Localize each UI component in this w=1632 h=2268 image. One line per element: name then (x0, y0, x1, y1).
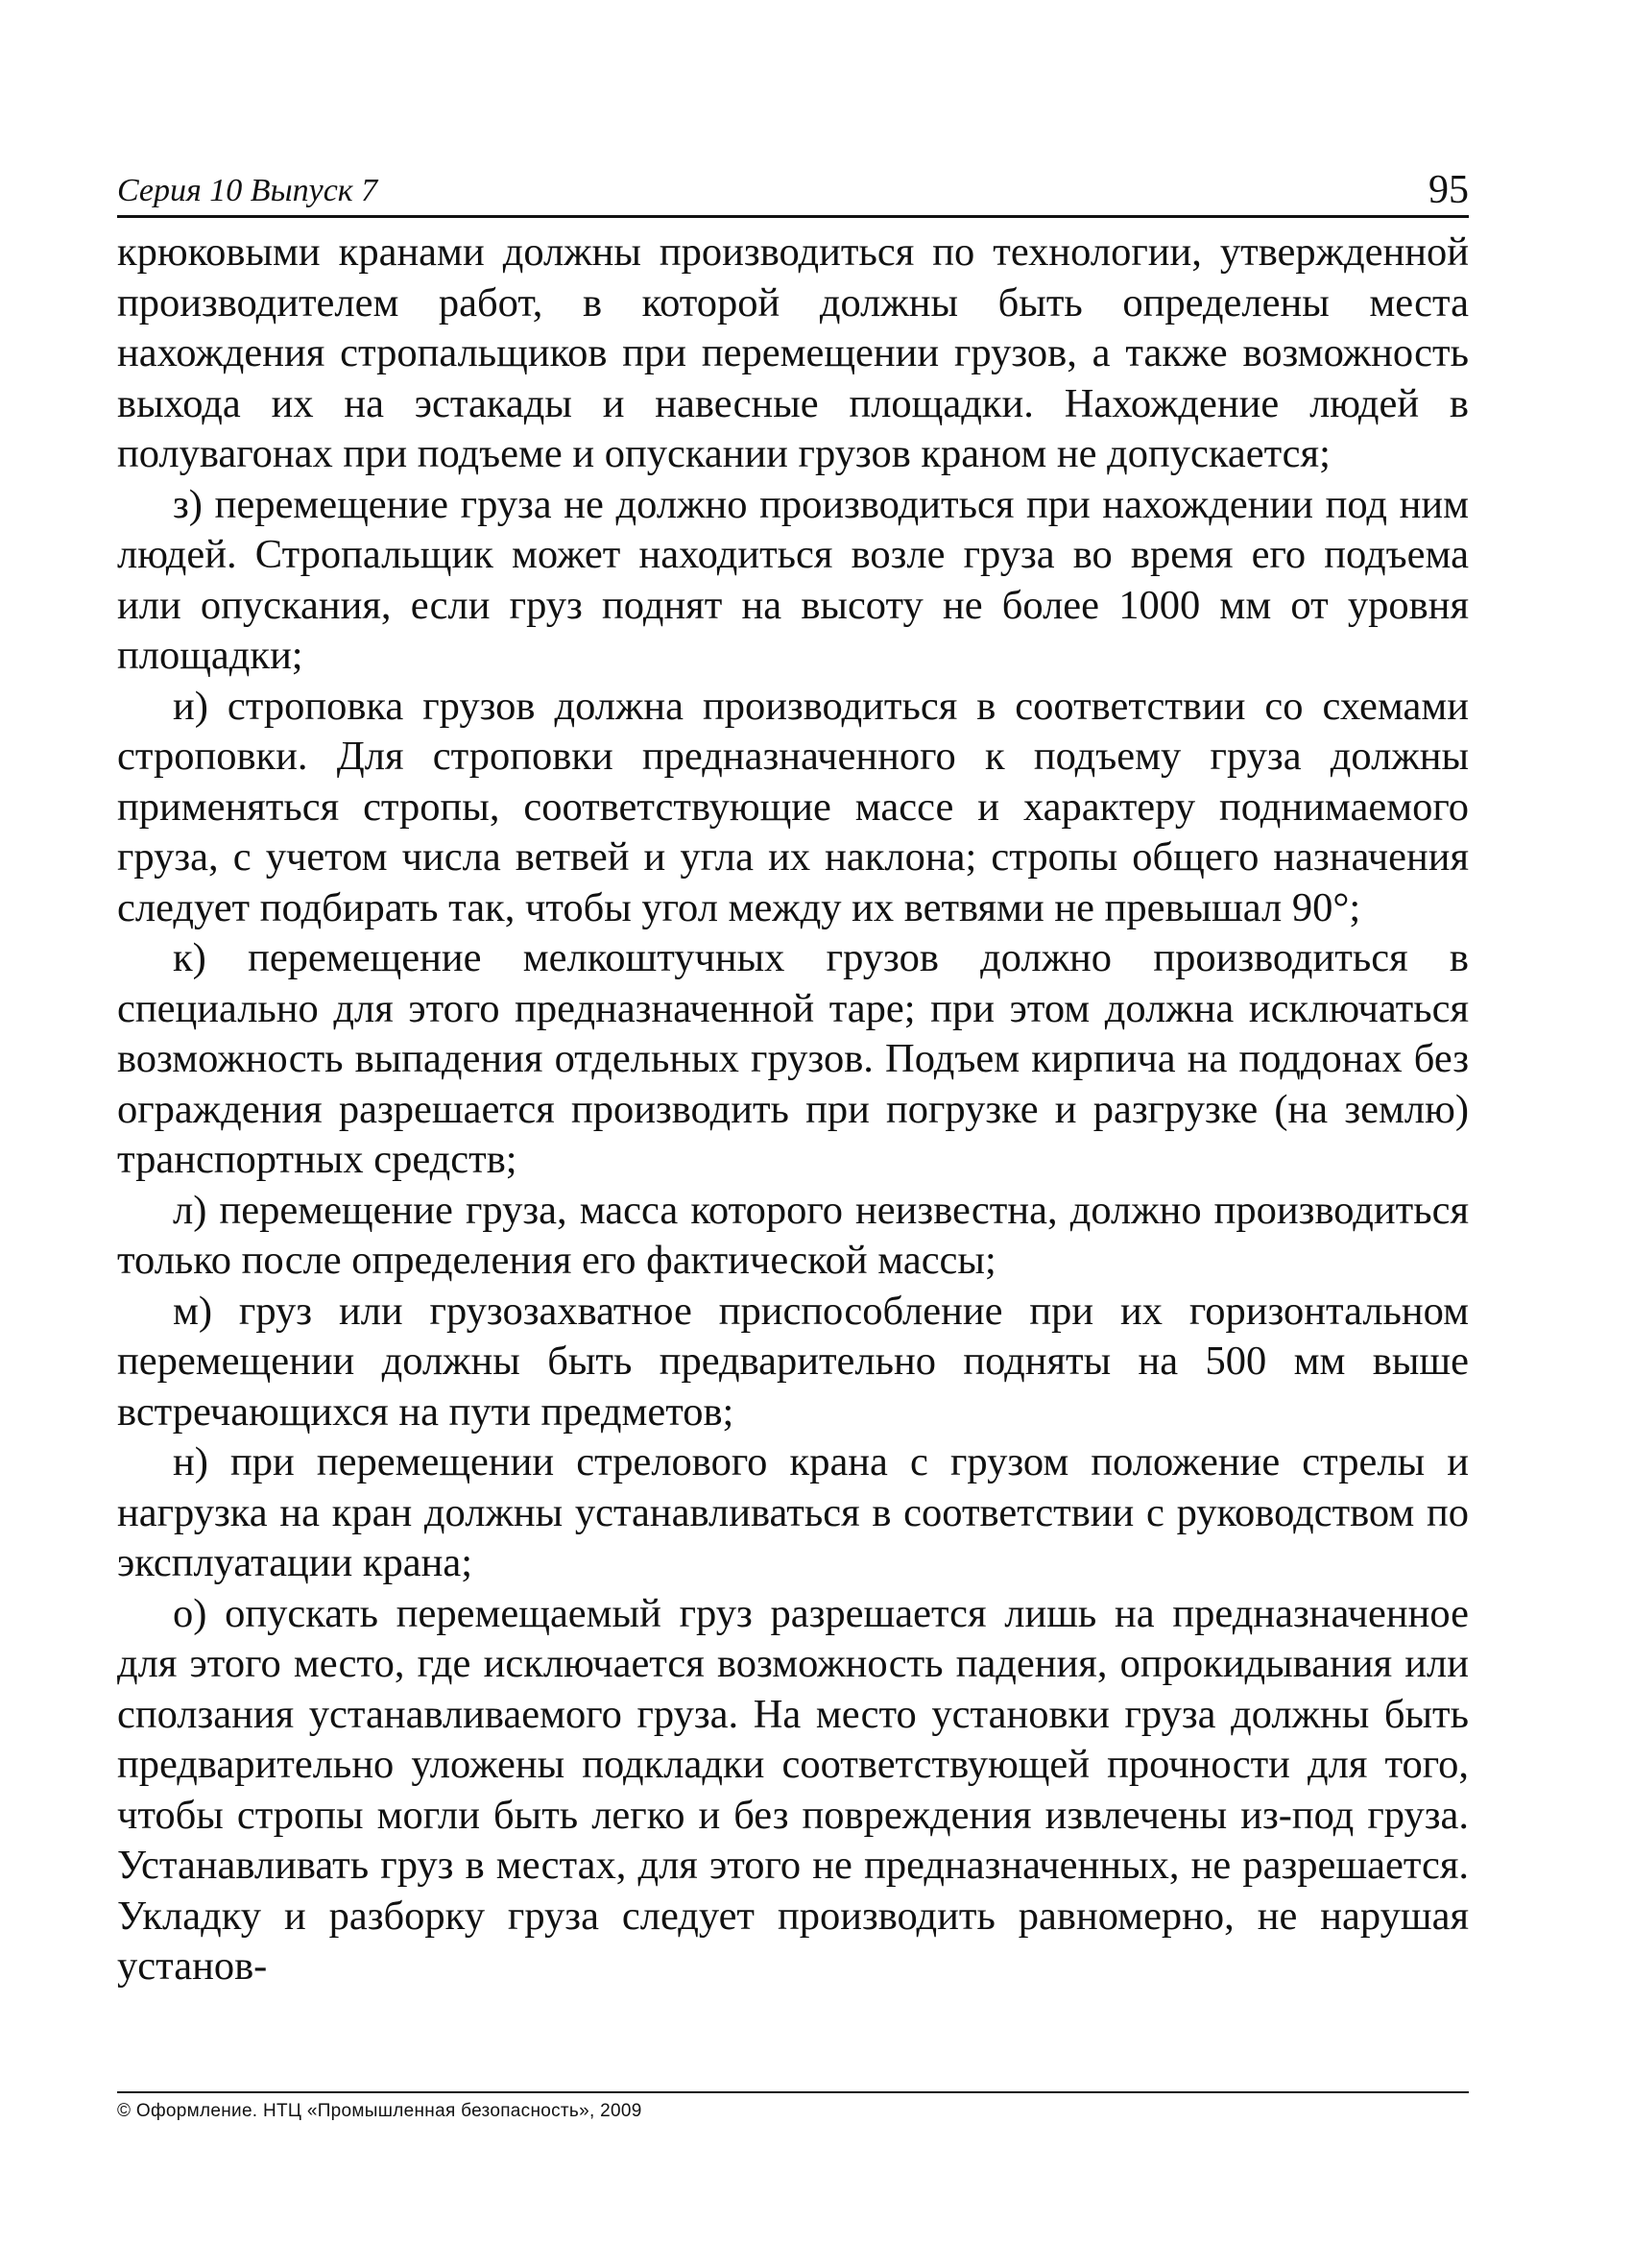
paragraph-item-i: и) строповка грузов должна производиться в соответствии со схемами строповки. Для строповки предназначенного к подъему груза должны применяться стропы, соответствующие массе и характеру поднимаемого груза, с учетом числа ветвей и угла их наклона; стропы общего назначения следует подбирать так, чтобы угол между их ветвями не превышал 90°; (117, 683, 1469, 930)
paragraph-item-l: л) перемещение груза, масса которого неизвестна, должно производиться только после определения его фактической массы; (117, 1187, 1469, 1283)
copyright-notice: © Оформление. НТЦ «Промышленная безопасность», 2009 (117, 2101, 642, 2121)
document-page (117, 161, 1469, 2159)
paragraph-item-m: м) груз или грузозахватное приспособление при их горизонтальном перемещении должны быть предварительно подняты на 500 мм выше встречающихся на пути предметов; (117, 1288, 1469, 1435)
page-footer (117, 2091, 1469, 2122)
paragraph-item-z: з) перемещение груза не должно производиться при нахождении под ним людей. Стропальщик может находиться возле груза во время его подъема или опускания, если груз поднят на высоту не более 1000 мм от уровня площадки; (117, 481, 1469, 678)
body-text (117, 228, 1469, 1992)
running-header (117, 161, 1469, 218)
series-title: Серия 10 Выпуск 7 (117, 173, 378, 208)
paragraph-item-n: н) при перемещении стрелового крана с грузом положение стрелы и нагрузка на кран должны устанавливаться в соответствии с руководством по эксплуатации крана; (117, 1439, 1469, 1585)
page-number: 95 (1428, 168, 1469, 212)
paragraph-item-o: о) опускать перемещаемый груз разрешается лишь на предназначенное для этого место, где исключается возможность падения, опрокидывания или сползания устанавливаемого груза. На место установки груза должны быть предварительно уложены подкладки соответствующей прочности для того, чтобы стропы могли быть легко и без повреждения извлечены из-под груза. Устанавливать груз в местах, для этого не предназначенных, не разрешается. Укладку и разборку груза следует производить равномерно, не нарушая установ- (117, 1590, 1469, 1989)
paragraph-continuation: крюковыми кранами должны производиться по технологии, утвержденной производителем работ, в которой должны быть определены места нахождения стропальщиков при перемещении грузов, а также возможность выхода их на эстакады и навесные площадки. Нахождение людей в полувагонах при подъеме и опускании грузов краном не допускается; (117, 229, 1469, 476)
paragraph-item-k: к) перемещение мелкоштучных грузов должно производиться в специально для этого предназначенной таре; при этом должна исключаться возможность выпадения отдельных грузов. Подъем кирпича на поддонах без ограждения разрешается производить при погрузке и разгрузке (на землю) транспортных средств; (117, 935, 1469, 1182)
